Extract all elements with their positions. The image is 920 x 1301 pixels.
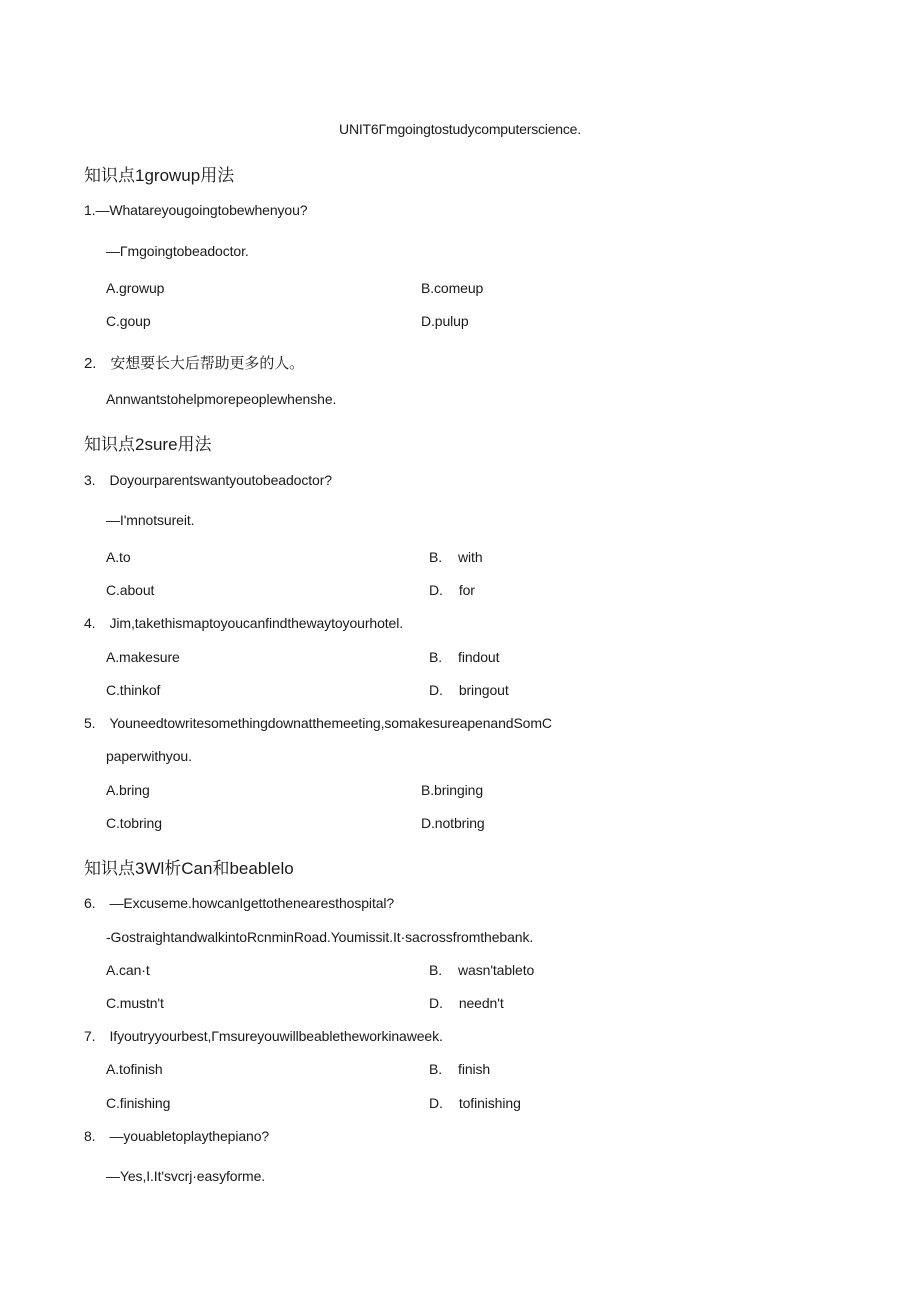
option-letter: B. [429, 649, 443, 665]
option-text: wasn'tableto [458, 962, 535, 978]
question-7-option-d [429, 1095, 521, 1111]
question-3-reply: —I'mnotsureit. [106, 512, 195, 528]
question-4-stem [84, 615, 403, 631]
question-5-number: 5. [84, 715, 96, 731]
question-5-stem-continued: paperwithyou. [106, 748, 192, 764]
question-5-text: Youneedtowritesomethingdownatthemeeting,somakesureapenandSomC [109, 715, 552, 731]
question-1-option-b: B.comeup [421, 280, 484, 296]
question-4-number: 4. [84, 615, 96, 631]
question-8-reply: —Yes,I.It'svcrj·easyforme. [106, 1168, 266, 1184]
question-3-option-d [429, 582, 475, 598]
question-3-option-c: C.about [106, 582, 155, 598]
option-letter: D. [429, 1095, 443, 1111]
question-5-option-b: B.bringing [421, 782, 484, 798]
question-6-reply: -GostraightandwalkintoRcnminRoad.Youmissit.It·sacrossfromthebank. [106, 929, 534, 945]
question-5-option-d: D.notbring [421, 815, 485, 831]
option-text: needn't [458, 995, 504, 1011]
question-3-number: 3. [84, 472, 96, 488]
question-6-option-b [429, 962, 534, 978]
question-2-stem [84, 352, 304, 373]
option-letter: D. [429, 995, 443, 1011]
question-7-option-c: C.finishing [106, 1095, 171, 1111]
page-title: UNIT6Γmgoingtostudycomputerscience. [339, 121, 581, 137]
question-2-text: 安想要长大后帮助更多的人。 [110, 355, 305, 372]
question-1-option-a: A.growup [106, 280, 165, 296]
question-1-reply: —Γmgoingtobeadoctor. [106, 243, 249, 259]
question-6-number: 6. [84, 895, 96, 911]
question-7-option-a: A.tofinish [106, 1061, 163, 1077]
question-7-option-b [429, 1061, 490, 1077]
question-1-option-c: C.goup [106, 313, 151, 329]
section-heading-1: 知识点1growup用法 [84, 166, 235, 185]
question-8-number: 8. [84, 1128, 96, 1144]
question-7-number: 7. [84, 1028, 96, 1044]
question-3-stem [84, 472, 332, 488]
option-letter: D. [429, 582, 443, 598]
option-text: tofinishing [458, 1095, 521, 1111]
question-8-stem [84, 1128, 269, 1144]
option-text: for [458, 582, 475, 598]
question-8-text: —youabletoplaythepiano? [109, 1128, 270, 1144]
question-3-option-a: A.to [106, 549, 131, 565]
question-7-stem [84, 1028, 443, 1044]
question-6-stem [84, 895, 394, 911]
question-4-text: Jim,takethismaptoyoucanfindthewaytoyourhotel. [109, 615, 404, 631]
section-heading-3: 知识点3Wl析Can和beablelo [84, 859, 294, 878]
option-letter: B. [429, 549, 443, 565]
question-4-option-c: C.thinkof [106, 682, 161, 698]
option-text: bringout [458, 682, 509, 698]
option-letter: B. [429, 1061, 443, 1077]
question-4-option-d [429, 682, 509, 698]
option-letter: D. [429, 682, 443, 698]
question-3-option-b [429, 549, 483, 565]
question-6-option-a: A.can·t [106, 962, 150, 978]
question-2-translation-line: Annwantstohelpmorepeoplewhenshe. [106, 391, 337, 407]
question-6-option-d [429, 995, 504, 1011]
question-1-option-d: D.pulup [421, 313, 469, 329]
question-5-option-a: A.bring [106, 782, 150, 798]
question-6-text: —Excuseme.howcanIgettothenearesthospital? [109, 895, 395, 911]
question-3-text: Doyourparentswantyoutobeadoctor? [109, 472, 332, 488]
question-7-text: Ifyoutryyourbest,Γmsureyouwillbeabletheworkinaweek. [109, 1028, 443, 1044]
question-5-stem [84, 715, 552, 731]
question-2-number: 2. [84, 355, 97, 372]
section-heading-2: 知识点2sure用法 [84, 435, 212, 454]
question-1-stem: 1.—Whatareyougoingtobewhenyou? [84, 202, 308, 218]
option-letter: B. [429, 962, 443, 978]
question-4-option-a: A.makesure [106, 649, 180, 665]
question-5-option-c: C.tobring [106, 815, 162, 831]
option-text: finish [458, 1061, 491, 1077]
option-text: with [458, 549, 483, 565]
question-6-option-c: C.mustn't [106, 995, 164, 1011]
question-4-option-b [429, 649, 499, 665]
option-text: findout [458, 649, 500, 665]
